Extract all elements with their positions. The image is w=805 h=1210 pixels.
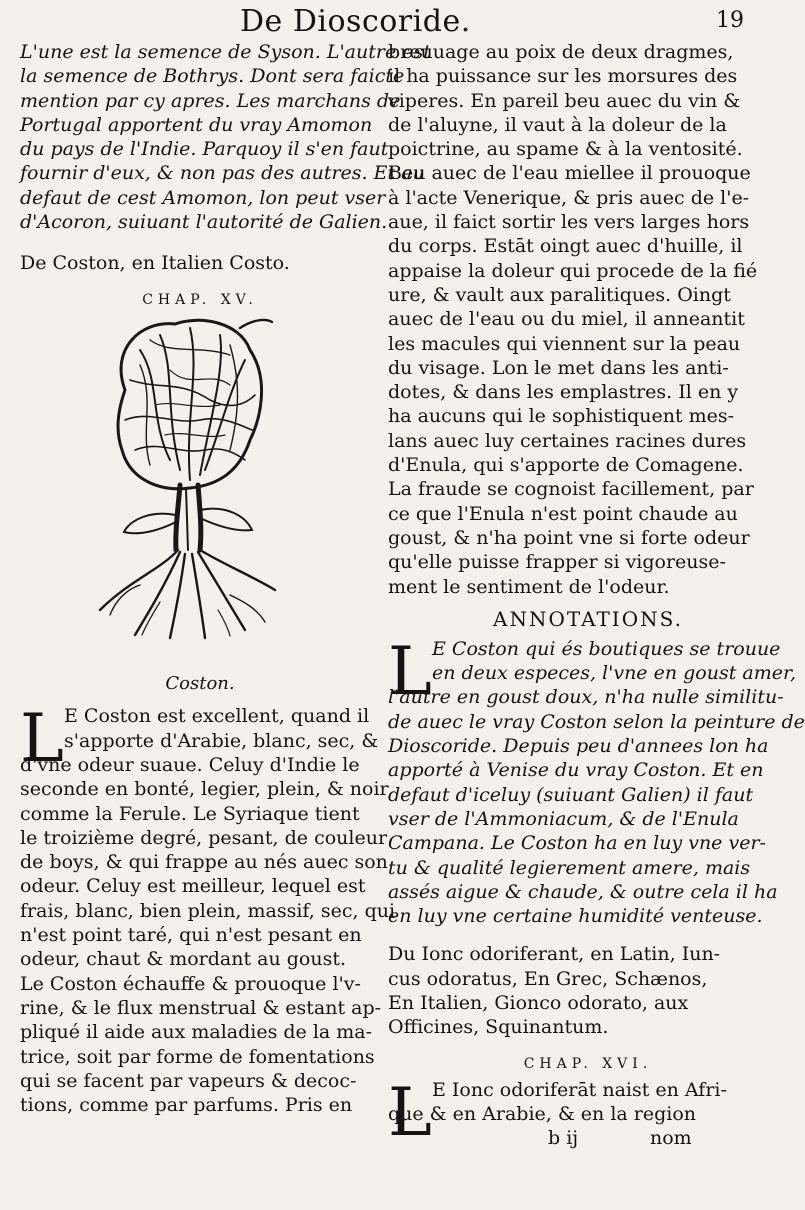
annotation-line: en deux especes, l'vne en goust amer, [432, 662, 796, 685]
section-heading-ionc [388, 942, 788, 1039]
body-line: du visage. Lon le met dans les anti- [388, 356, 729, 379]
body-line: à l'acte Venerique, & pris auec de l'e- [388, 186, 750, 209]
drop-cap: L [388, 632, 432, 710]
body-line: de l'aluyne, il vaut à la doleur de la [388, 113, 727, 136]
body-line: E Ionc odoriferāt naist en Afri- [432, 1078, 727, 1101]
annotation-line: apporté à Venise du vray Coston. Et en [388, 759, 764, 782]
running-title: De Dioscoride. [240, 4, 471, 39]
heading-line: cus odoratus, En Grec, Schænos, [388, 967, 708, 990]
body-line: ment le sentiment de l'odeur. [388, 575, 670, 598]
page-number: 19 [716, 8, 744, 33]
annotation-line: Campana. Le Coston ha en luy vne ver- [388, 832, 766, 855]
body-line: frais, blanc, bien plein, massif, sec, qui [20, 899, 396, 922]
body-line: Le Coston échauffe & prouoque l'v- [20, 972, 361, 995]
continued-paragraph [388, 40, 788, 599]
body-line: viperes. En pareil beu auec du vin & [388, 89, 741, 112]
body-line: auec de l'eau ou du miel, il anneantit [388, 308, 745, 331]
body-line: odeur. Celuy est meilleur, lequel est [20, 875, 366, 898]
body-line: breuuage au poix de deux dragmes, [388, 41, 734, 63]
body-line: poictrine, au spame & à la ventosité. [388, 138, 743, 161]
chapter-label-xv: CHAP. XV. [142, 292, 258, 309]
body-line: de boys, & qui frappe au nés auec son [20, 851, 388, 874]
body-line: n'est point taré, qui n'est pesant en [20, 924, 362, 947]
right-column [388, 40, 805, 1151]
body-line: Beu auec de l'eau miellee il prouoque [388, 162, 751, 185]
body-line: le troizième degré, pesant, de couleur [20, 826, 388, 849]
annotation-line: vser de l'Ammoniacum, & de l'Enula [388, 807, 739, 830]
body-line: qui se facent par vapeurs & decoc- [20, 1069, 357, 1092]
intro-line: du pays de l'Indie. Parquoy il s'en faut [20, 138, 389, 161]
signature-mark: b ij [548, 1127, 579, 1150]
body-line: trice, soit par forme de fomentations [20, 1045, 375, 1068]
coston-description [20, 700, 396, 1117]
body-line: ure, & vault aux paralitiques. Oingt [388, 283, 731, 306]
section-heading-coston: De Coston, en Italien Costo. [20, 252, 290, 275]
heading-line: Du Ionc odoriferant, en Latin, Iun- [388, 943, 721, 966]
annotation-line: en luy vne certaine humidité venteuse. [388, 905, 763, 928]
body-line: qu'elle puisse frapper si vigoreuse- [388, 551, 726, 574]
annotation-line: de auec le vray Coston selon la peinture de [388, 710, 805, 733]
body-line: comme la Ferule. Le Syriaque tient [20, 802, 360, 825]
intro-line: defaut de cest Amomon, lon peut vser [20, 186, 386, 209]
body-line: goust, & n'ha point vne si forte odeur [388, 526, 750, 549]
annotation-line: assés aigue & chaude, & outre cela il ha [388, 880, 778, 903]
chapter-label-xvi: CHAP. XVI. [523, 1055, 653, 1072]
body-line: odeur, chaut & mordant au goust. [20, 948, 347, 971]
catchword: nom [650, 1127, 692, 1150]
body-line: appaise la doleur qui procede de la fié [388, 259, 758, 282]
annotations-paragraph [388, 632, 805, 929]
body-line: que & en Arabie, & en la region [388, 1102, 697, 1125]
drop-cap: L [20, 700, 64, 778]
annotation-line: tu & qualité legierement amere, mais [388, 856, 751, 879]
body-line: les macules qui viennent sur la peau [388, 332, 741, 355]
body-line: du corps. Estāt oingt auec d'huille, il [388, 235, 743, 258]
root-woodcut-icon [80, 310, 280, 640]
intro-line: Portugal apportent du vray Amomon [20, 113, 373, 136]
body-line: dotes, & dans les emplastres. Il en y [388, 381, 739, 404]
annotations-heading: ANNOTATIONS. [493, 606, 683, 631]
running-head [0, 4, 800, 38]
ionc-description [388, 1073, 788, 1151]
body-line: pliqué il aide aux maladies de la ma- [20, 1021, 373, 1044]
body-line: tions, comme par parfums. Pris en [20, 1094, 353, 1117]
body-line: il ha puissance sur les morsures des [388, 65, 738, 88]
left-column [20, 40, 431, 1117]
body-line: aue, il faict sortir les vers larges hors [388, 211, 750, 234]
body-line: s'apporte d'Arabie, blanc, sec, & [64, 729, 379, 752]
intro-line: d'Acoron, suiuant l'autorité de Galien. [20, 211, 388, 234]
intro-line: la semence de Bothrys. Dont sera faicte [20, 65, 405, 88]
intro-line: fournir d'eux, & non pas des autres. Et au [20, 162, 425, 185]
body-line: d'Enula, qui s'apporte de Comagene. [388, 454, 744, 477]
body-line: lans auec luy certaines racines dures [388, 429, 747, 452]
body-line: La fraude se cognoist facillement, par [388, 478, 754, 501]
body-line: ce que l'Enula n'est point chaude au [388, 502, 738, 525]
body-line: rine, & le flux menstrual & estant ap- [20, 996, 382, 1019]
heading-line: En Italien, Gionco odorato, aux [388, 991, 689, 1014]
intro-line: mention par cy apres. Les marchans de [20, 89, 401, 112]
annotation-line: Dioscoride. Depuis peu d'annees lon ha [388, 735, 769, 758]
annotation-line: l'autre en goust doux, n'ha nulle similitu- [388, 686, 784, 709]
drop-cap: L [388, 1073, 432, 1151]
body-line: d'vne odeur suaue. Celuy d'Indie le [20, 753, 360, 776]
intro-line: L'une est la semence de Syson. L'autre est [20, 41, 431, 63]
body-line: seconde en bonté, legier, plein, & noir [20, 778, 389, 801]
intro-paragraph [20, 40, 431, 234]
body-line: ha aucuns qui le sophistiquent mes- [388, 405, 735, 428]
heading-line: Officines, Squinantum. [388, 1016, 609, 1039]
coston-root-illustration [20, 310, 380, 670]
body-line: E Coston est excellent, quand il [64, 705, 370, 728]
annotation-line: E Coston qui és boutiques se trouue [432, 637, 781, 660]
annotation-line: defaut d'iceluy (suiuant Galien) il faut [388, 783, 754, 806]
figure-caption: Coston. [165, 673, 235, 695]
footer-line [388, 1126, 788, 1150]
